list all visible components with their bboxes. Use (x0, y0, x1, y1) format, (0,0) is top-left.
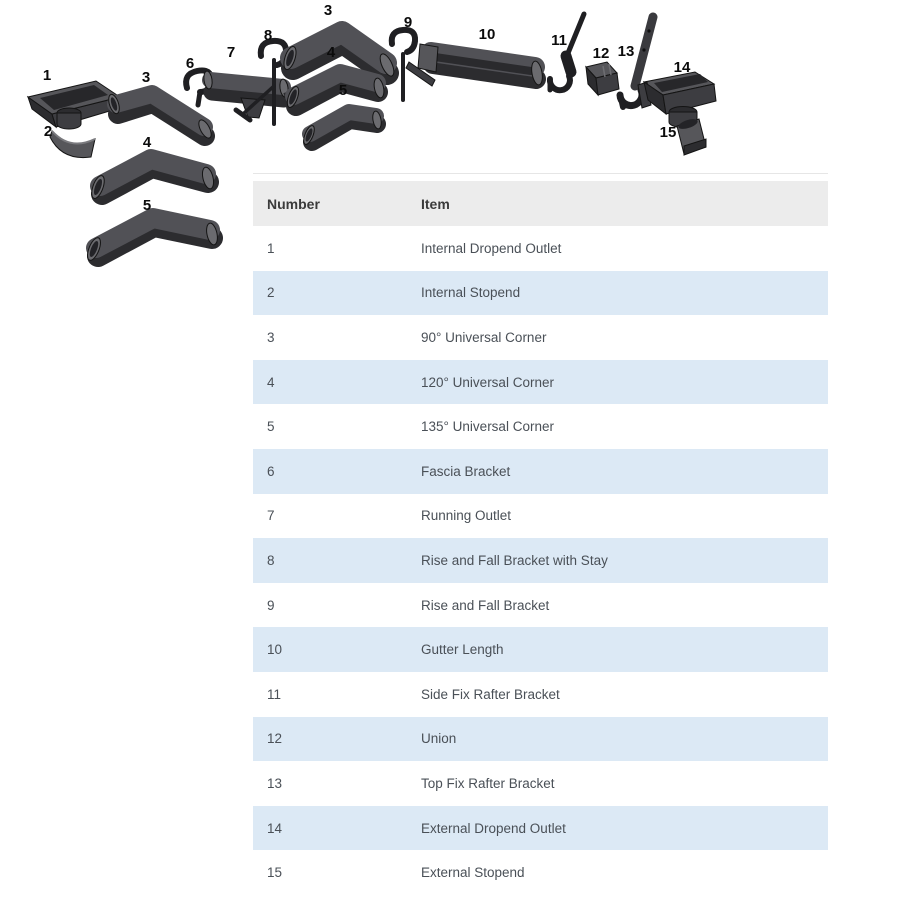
cell-item: 120° Universal Corner (421, 374, 554, 390)
cell-item: External Stopend (421, 865, 525, 881)
cell-number: 4 (267, 374, 275, 390)
table-row (253, 627, 828, 672)
cell-number: 10 (267, 642, 283, 658)
cell-number: 12 (267, 731, 283, 747)
part-number-label: 6 (185, 55, 195, 72)
cell-number: 9 (267, 597, 275, 613)
cell-item: 90° Universal Corner (421, 329, 547, 345)
cell-item: Fascia Bracket (421, 463, 511, 479)
part-internal-stopend-illustration (50, 131, 95, 158)
cell-number: 6 (267, 463, 275, 479)
cell-number: 14 (267, 820, 283, 836)
table-row (253, 360, 828, 405)
part-number-label: 2 (43, 123, 53, 140)
part-external-stopend-illustration (677, 117, 706, 155)
part-number-label: 12 (592, 45, 610, 62)
cell-item: Gutter Length (421, 642, 504, 658)
part-number-label: 7 (226, 44, 236, 61)
part-union-illustration (586, 62, 619, 95)
cell-number: 1 (267, 240, 275, 256)
table-header-row (253, 181, 828, 226)
table-row (253, 404, 828, 449)
cell-item: External Dropend Outlet (421, 820, 566, 836)
part-number-label: 1 (42, 67, 52, 84)
part-number-label: 4 (326, 44, 336, 61)
table-row (253, 315, 828, 360)
cell-item: Top Fix Rafter Bracket (421, 775, 555, 791)
cell-number: 3 (267, 329, 275, 345)
part-side-fix-rafter-bracket-illustration (550, 14, 584, 90)
cell-item: Rise and Fall Bracket with Stay (421, 552, 608, 568)
cell-number: 15 (267, 865, 283, 881)
table-row (253, 271, 828, 316)
table-row (253, 806, 828, 851)
cell-number: 5 (267, 419, 275, 435)
cell-number: 8 (267, 552, 275, 568)
part-number-label: 5 (338, 82, 348, 99)
table-row (253, 583, 828, 628)
table-row (253, 494, 828, 539)
table-row (253, 538, 828, 583)
cell-item: Internal Stopend (421, 285, 521, 301)
part-number-label: 13 (617, 43, 635, 60)
part-120-corner-mid-illustration (285, 73, 385, 109)
cell-item: Side Fix Rafter Bracket (421, 686, 560, 702)
table-row (253, 850, 828, 895)
part-number-label: 3 (323, 2, 333, 19)
column-header-number: Number (253, 181, 407, 226)
part-120-corner-left-illustration (89, 159, 215, 200)
part-number-label: 8 (263, 27, 273, 44)
cell-item: Internal Dropend Outlet (421, 240, 562, 256)
table-row (253, 761, 828, 806)
part-number-label: 10 (478, 26, 496, 43)
part-number-label: 9 (403, 14, 413, 31)
cell-number: 7 (267, 508, 275, 524)
cell-item: Rise and Fall Bracket (421, 597, 550, 613)
cell-item: 135° Universal Corner (421, 419, 554, 435)
part-gutter-length-illustration (418, 44, 544, 86)
part-135-corner-mid-illustration (302, 110, 383, 145)
table-row (253, 672, 828, 717)
table-row (253, 449, 828, 494)
table-row (253, 717, 828, 762)
part-number-label: 11 (551, 32, 567, 49)
table-row (253, 226, 828, 271)
part-number-label: 5 (142, 197, 152, 214)
part-number-label: 15 (659, 124, 677, 141)
table-top-border (253, 173, 828, 174)
cell-number: 13 (267, 775, 283, 791)
parts-table (253, 181, 828, 895)
cell-item: Union (421, 731, 457, 747)
cell-number: 2 (267, 285, 275, 301)
part-number-label: 3 (141, 69, 151, 86)
parts-table-body (253, 226, 828, 895)
cell-number: 11 (267, 686, 282, 702)
cell-item: Running Outlet (421, 508, 512, 524)
column-header-item: Item (407, 181, 828, 226)
part-external-dropend-outlet-illustration (638, 72, 716, 128)
part-number-label: 14 (673, 59, 691, 76)
part-number-label: 4 (142, 134, 152, 151)
part-135-corner-left-illustration (85, 218, 219, 262)
